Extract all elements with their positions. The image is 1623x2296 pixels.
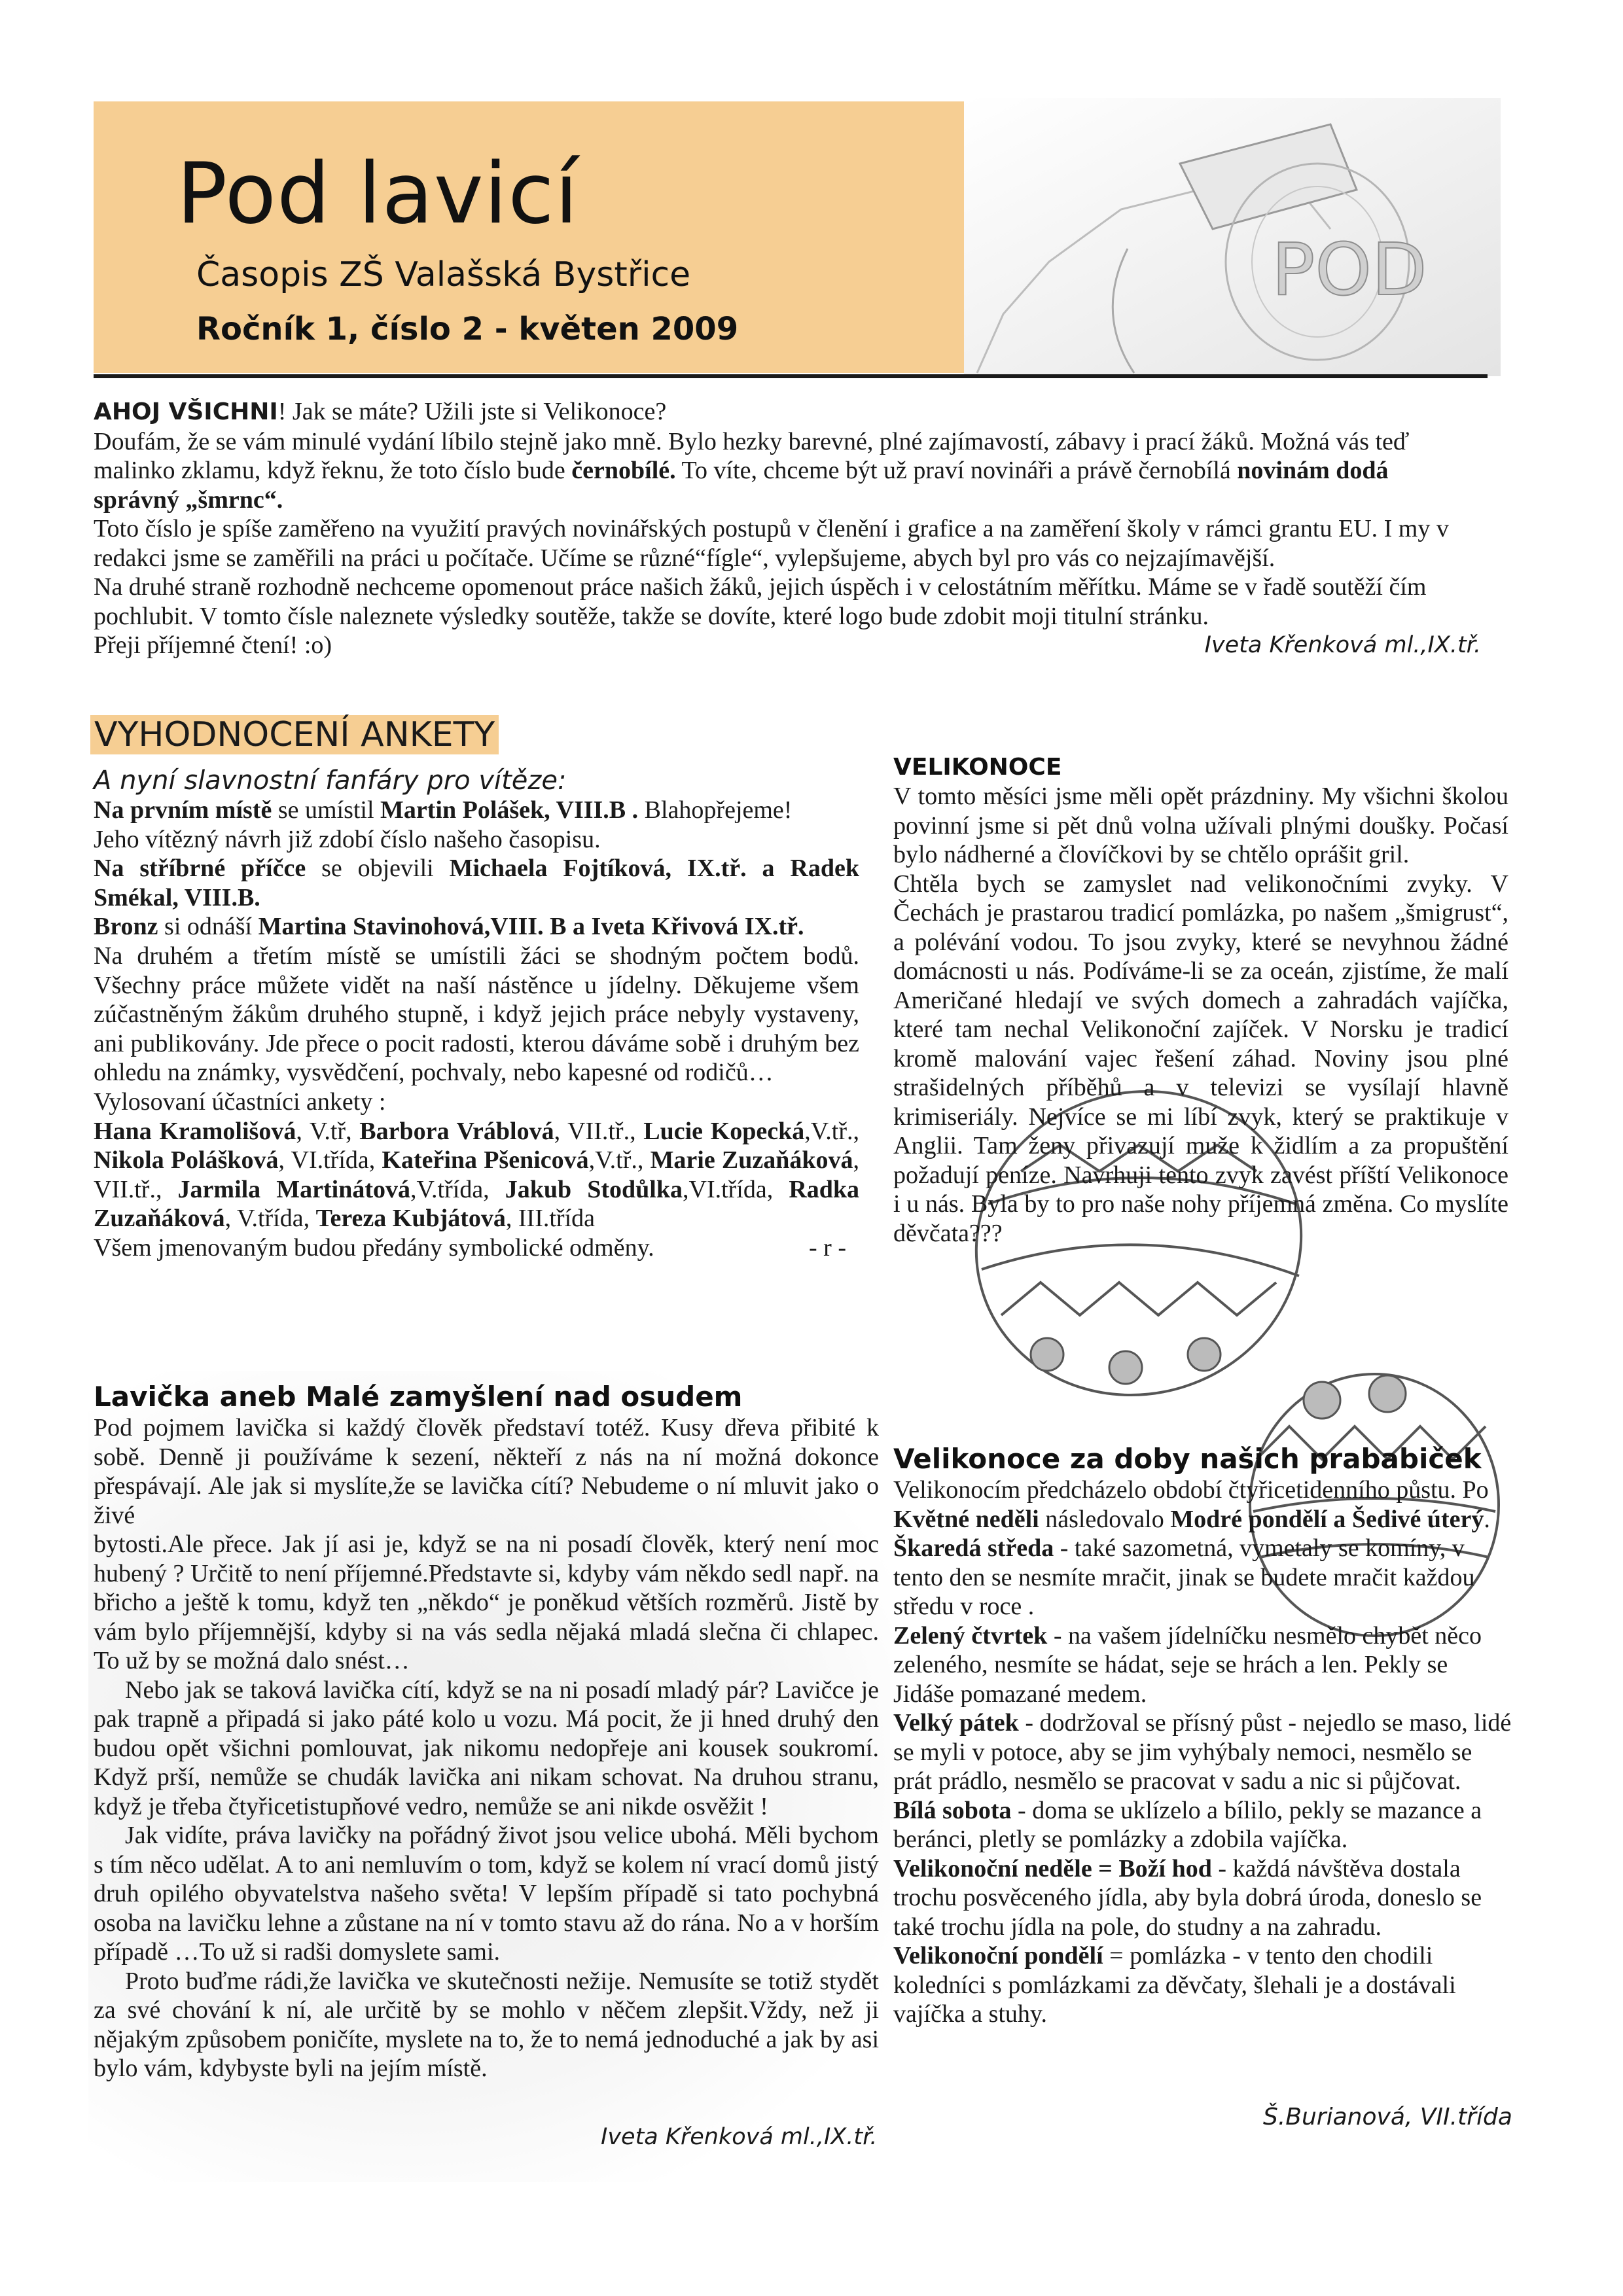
participant-name: Radka Zuzaňáková	[94, 1175, 860, 1233]
article-paragraph	[893, 1475, 1512, 1534]
easter-heading: VELIKONOCE	[893, 754, 1062, 781]
second-place	[94, 854, 859, 912]
grandmothers-easter-heading: Velikonoce za doby našich prababiček	[893, 1443, 1482, 1475]
intro-paragraph	[94, 427, 1468, 515]
day-entry	[893, 1796, 1512, 1854]
article-paragraph: Jak vidíte, práva lavičky na pořádný život jsou velice ubohá. Měli bychom s tím něco udělat. A to ani nemluvím o tom, když se kolem ní vrací domů jistý druh opilého obyvatelstva našeho světa! V lepším případě si tato pochybná osoba na lavičku lehne a zůstane na ní v tomto stavu až do rána. No a v horším případě …To už si radši domyslete sami.	[94, 1822, 879, 1966]
participant-class: , V.třída,	[224, 1205, 316, 1233]
participant-class: ,V.tř.,	[804, 1117, 859, 1145]
intro-bold: černobílé.	[571, 457, 676, 484]
intro-closing	[94, 631, 1481, 660]
day-entry	[893, 1534, 1512, 1621]
day-description: - doma se uklízelo a bílilo, pekly se mazance a beránci, pletly se pomlázky a zdobila vajíčka.	[893, 1796, 1482, 1853]
magazine-logo-icon	[964, 98, 1501, 376]
participant-class: , VII.tř.,	[94, 1146, 859, 1203]
magazine-subtitle: Časopis ZŠ Valašská Bystřice	[196, 255, 691, 294]
day-description: - každá návštěva dostala trochu posvěceného jídla, aby byla dobrá úroda, doneslo se také trochu jídla na pole, do studny a na zahradu.	[893, 1854, 1482, 1941]
day-entry	[893, 1854, 1512, 1942]
drawn-intro: Vylosovaní účastníci ankety :	[94, 1087, 386, 1116]
article-paragraph: bytosti.Ale přece. Jak jí asi je, když se na ni posadí člověk, který není moc hubený ? Určitě to není příjemné.Představte si, kdyby vám někdo sedl např. na břicho a ještě k tomu, když ten „někdo“ je poněkud větších rozměrů. Jistě by vám bylo příjemnější, kdyby si na vás sedla nějaká mladá slečna či chlapec. To už by se možná dalo snést…	[94, 1530, 879, 1674]
day-name: Velký pátek	[893, 1709, 1019, 1737]
greeting: AHOJ VŠICHNI	[94, 398, 278, 425]
intro-text	[94, 397, 1481, 660]
text-bold: Modré pondělí a Šedivé úterý	[1170, 1505, 1484, 1533]
third-place	[94, 912, 859, 942]
intro-line-1	[94, 397, 1468, 427]
day-entry	[893, 1621, 1512, 1709]
article-paragraph: V tomto měsíci jsme měli opět prázdniny. My všichni školou povinní jsme si pět dnů volna užívali plnými doušky. Počasí bylo nádherné a človíčkovi by se chtělo oprášit gril.	[893, 783, 1508, 868]
survey-body	[94, 796, 859, 1263]
day-description: - také sazometná, vymetaly se komíny, v tento den se nesmíte mračit, jinak se budete mračit každou středu v roce .	[893, 1534, 1475, 1620]
participant-name: Jarmila Martinátová	[177, 1175, 410, 1203]
bench-article-signature: Iveta Křenková ml.,IX.tř.	[601, 2124, 878, 2150]
text: Blahopřejeme!	[638, 796, 793, 824]
survey-paragraph: Na druhém a třetím místě se umístili žáci se shodným počtem bodů. Všechny práce můžete vidět na naší nástěnce u jídelny. Děkujeme všem zúčastněným žákům druhého stupně, i když jejich práce nebyly vystaveny, ani publikovány. Jde přece o pocit radosti, kterou dáváme sobě i druhým bez ohledu na známky, vysvědčení, pochvaly, nebo kapesné od rodičů…	[94, 942, 859, 1087]
participant-name: Tereza Kubjátová	[315, 1205, 506, 1233]
easter-body	[893, 782, 1508, 1248]
day-description: = pomlázka - v tento den chodili koledníci s pomlázkami za děvčaty, šlehali je a dostávali vajíčka a stuhy.	[893, 1942, 1456, 2028]
text-bold: Bronz	[94, 913, 158, 941]
grandmothers-easter-body	[893, 1475, 1512, 2029]
participant-name: Jakub Stodůlka	[505, 1175, 683, 1203]
participant-class: , VII.tř.,	[554, 1117, 644, 1145]
participant-name: Marie Zuzaňáková	[650, 1146, 853, 1174]
text-bold: Martina Stavinohová,VIII. B a Iveta Křivová IX.tř.	[258, 913, 804, 941]
text: následovalo	[1039, 1505, 1171, 1533]
survey-subheading: A nyní slavnostní fanfáry pro vítěze:	[94, 766, 567, 796]
intro-text-span: ! Jak se máte? Užili jste si Velikonoce?	[277, 398, 667, 425]
survey-closing	[94, 1233, 859, 1263]
day-name: Škaredá středa	[893, 1534, 1054, 1562]
text-bold: Na prvním místě	[94, 796, 272, 824]
text: si odnáší	[158, 913, 259, 941]
day-description: - dodržoval se přísný půst - nejedlo se maso, lidé se myli v potoce, aby se jim vyhýbaly nemoci, nesmělo se prát prádlo, nesmělo se pracovat v sadu a nic si půjčovat.	[893, 1709, 1512, 1795]
participant-name: Barbora Vráblová	[359, 1117, 554, 1145]
magazine-title: Pod lavicí	[177, 145, 579, 243]
day-entry	[893, 1941, 1512, 2029]
issue-label: Ročník 1, číslo 2 - květen 2009	[196, 311, 739, 347]
text: se umístil	[272, 796, 381, 824]
text: Všem jmenovaným budou předány symbolické odměny.	[94, 1233, 654, 1262]
participant-class: ,V.třída,	[410, 1175, 505, 1203]
drawn-participants	[94, 1117, 859, 1233]
bench-article-heading: Lavička aneb Malé zamyšlení nad osudem	[94, 1381, 743, 1413]
first-place	[94, 796, 859, 825]
article-paragraph: Nebo jak se taková lavička cítí, když se na ni posadí mladý pár? Lavičce je pak trapně a připadá si jako páté kolo u vozu. Má pocit, že ji hned druhý den budou opět všichni pomlouvat, jak nikomu nedopřeje ani kousek soukromí. Když prší, nemůže se chudák lavička ani nikam schovat. Na druhou stranu, když je třeba čtyřicetistupňové vedro, nemůže se ani nikde osvěžit !	[94, 1676, 879, 1820]
intro-text-span: Doufám, že se vám minulé vydání líbilo stejně jako mně. Bylo hezky barevné, plné zajímavostí, zábavy i prací žáků. Možná vás teď malinko zklamu, když řeknu, že toto číslo bude	[94, 427, 1410, 484]
text: Velikonocím předcházelo období čtyřicetidenního půstu. Po	[893, 1476, 1489, 1504]
text: se objevili	[306, 855, 450, 883]
day-entry	[893, 1708, 1512, 1796]
text-bold: Michaela Fojtíková, IX.tř. a Radek Smékal, VIII.B.	[94, 855, 859, 911]
participant-name: Hana Kramolišová	[94, 1117, 296, 1145]
participant-class: ,V.tř.,	[588, 1146, 651, 1174]
day-name: Bílá sobota	[893, 1796, 1012, 1824]
intro-paragraph: Toto číslo je spíše zaměřeno na využití pravých novinářských postupů v členění i grafice a na zaměření školy v rámci grantu EU. I my v redakci jsme se zaměřili na práci u počítače. Učíme se různé“fígle“, vylepšujeme, abych byl pro vás co nejzajímavější.	[94, 515, 1449, 572]
logo-lettering: POD	[1272, 228, 1427, 311]
participant-class: , III.třída	[505, 1205, 596, 1233]
article-paragraph: Chtěla bych se zamyslet nad velikonočními zvyky. V Čechách je prastarou tradicí pomlázka, po našem „šmigrust“, a polévání vodou. To jsou zvyky, které se nevyhnou žádné domácnosti u nás. Podíváme-li se za oceán, zjistíme, že malí Američané hledají ve svých domech a zahradách vajíčka, které tam nechal Velikonoční zajíček. V Norsku je tradicí kromě malování vajec řešení záhad. Noviny jsou plné strašidelných příběhů a v televizi se vysílají hlavně krimiseriály. Nejvíce se mi líbí zvyk, který se praktikuje v Anglii. Tam ženy přivazují muže k židlím a za propuštění požadují peníze. Navrhuji tento zvyk zavést příští Velikonoce i u nás. Byla by to pro naše nohy příjemná změna. Co myslíte děvčata???	[893, 870, 1508, 1247]
author-mark: - r -	[809, 1233, 846, 1262]
text-bold: Na stříbrné příčce	[94, 855, 306, 883]
article-paragraph: Pod pojmem lavička si každý člověk představí totéž. Kusy dřeva přibité k sobě. Denně ji používáme k sezení, někteří z nás na ní možná dokonce přespávají. Ale jak si myslíte,že se lavička cítí? Nebudeme o ní mluvit jako o živé	[94, 1414, 879, 1529]
text-bold: Martin Polášek, VIII.B .	[380, 796, 639, 824]
text-bold: Květné neděli	[893, 1505, 1039, 1533]
participant-class: , V.tř,	[296, 1117, 360, 1145]
intro-signature: Iveta Křenková ml.,IX.tř.	[1204, 632, 1481, 658]
participant-name: Nikola Polášková	[94, 1146, 279, 1174]
bench-article-body	[94, 1413, 879, 2083]
participant-class: , VI.třída,	[278, 1146, 382, 1174]
day-name: Velikonoční neděle = Boží hod	[893, 1854, 1212, 1882]
article-paragraph: Proto buďme rádi,že lavička ve skutečnosti nežije. Nemusíte se totiž stydět za své chování k ní, ale určitě by se mohlo v něčem zlepšit.Vždy, než ji nějakým způsobem poničíte, myslete na to, že to nemá jednoduché a jak by asi bylo vám, kdybyste byli na jejím místě.	[94, 1967, 879, 2082]
day-description: - na vašem jídelníčku nesmělo chybět něco zeleného, nesmíte se hádat, seje se hrách a len. Pekly se Jidáše pomazané medem.	[893, 1621, 1482, 1708]
participant-name: Lucie Kopecká	[643, 1117, 805, 1145]
intro-bold: novinám dodá správný „šmrnc“.	[94, 457, 1389, 514]
intro-text-span: Přeji příjemné čtení! :o)	[94, 631, 332, 659]
survey-heading: VYHODNOCENÍ ANKETY	[90, 715, 499, 754]
intro-paragraph: Na druhé straně rozhodně nechceme opomenout práce našich žáků, jejich úspěch i v celostátním měřítku. Máme se v řadě soutěží čím pochlubit. V tomto čísle naleznete výsledky soutěže, takže se dovíte, které logo bude zdobit moji titulní stránku.	[94, 573, 1427, 630]
participant-class: ,VI.třída,	[683, 1175, 789, 1203]
participant-name: Kateřina Pšenicová	[382, 1146, 589, 1174]
day-name: Zelený čtvrtek	[893, 1621, 1048, 1650]
day-name: Velikonoční pondělí	[893, 1942, 1103, 1969]
intro-text-span: To víte, chceme být už praví novináři a právě černobílá	[675, 457, 1238, 484]
grandmothers-easter-signature: Š.Burianová, VII.třída	[1263, 2104, 1512, 2130]
first-place-note: Jeho vítězný návrh již zdobí číslo našeho časopisu.	[94, 825, 601, 853]
masthead-rule	[94, 374, 1488, 378]
text: .	[1484, 1505, 1490, 1533]
